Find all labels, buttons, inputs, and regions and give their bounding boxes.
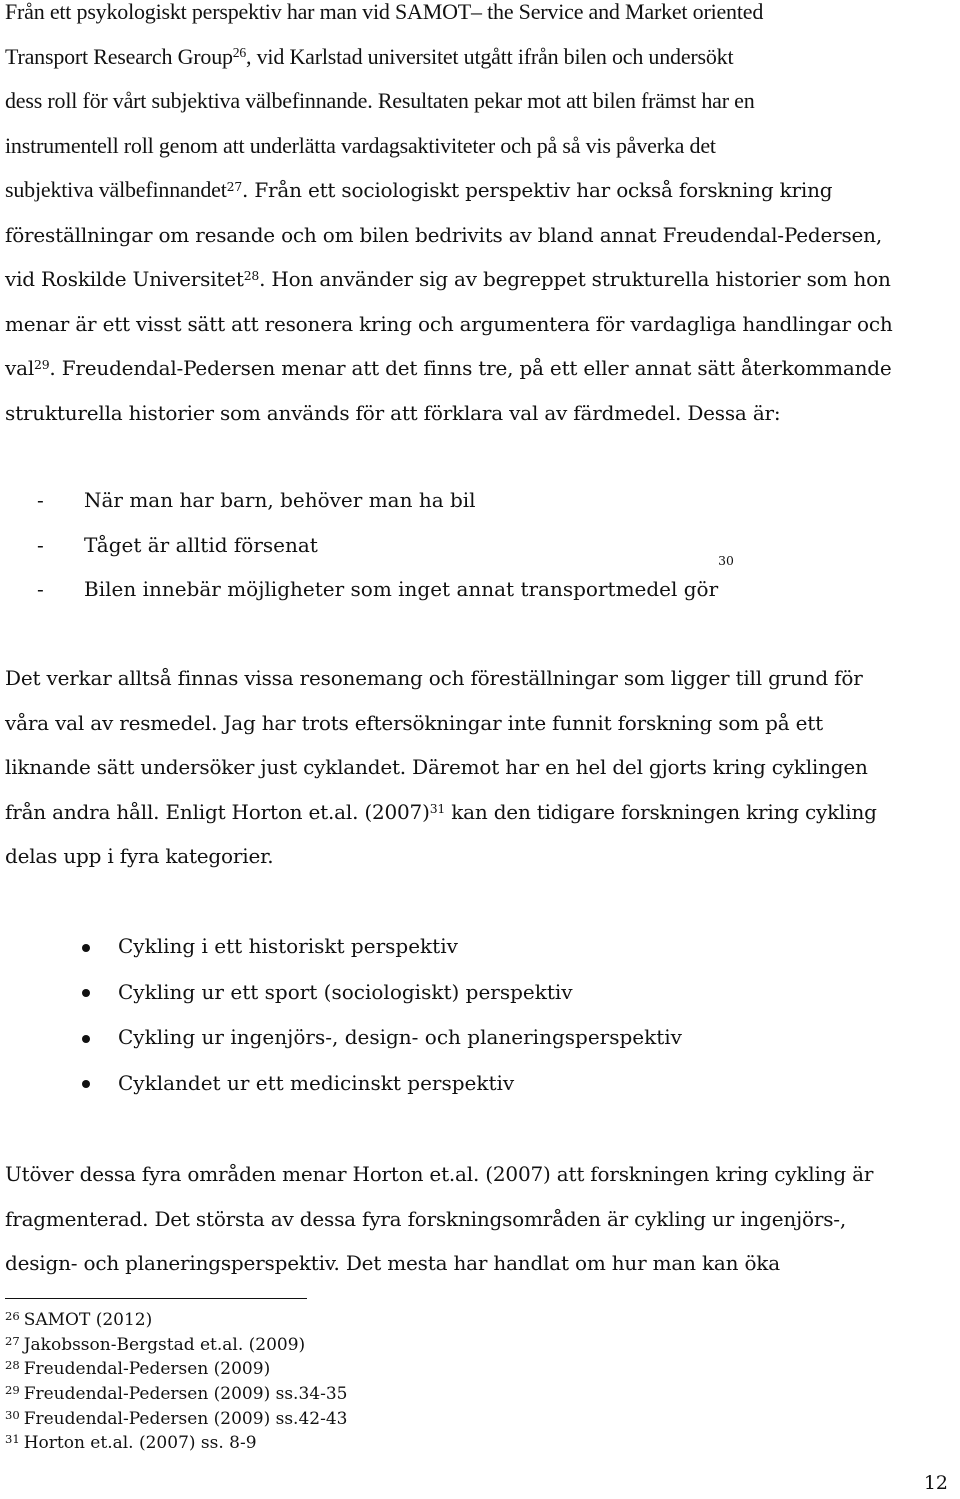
footnote: $^{27}$ Jakobsson-Bergstad et.al. (2009) [5, 1333, 306, 1355]
paragraph-cycling-research [5, 656, 877, 879]
text-line: Från ett psykologiskt perspektiv har man vid SAMOT– the Service and Market oriented [5, 0, 764, 24]
list-item: - Tåget är alltid försenat [5, 523, 734, 568]
text-line: Utöver dessa fyra områden menar Horton et.al. (2007) att forskningen kring cykling är [5, 1162, 874, 1186]
text-line: liknande sätt undersöker just cyklandet. Däremot har en hel del gjorts kring cyklingen [5, 755, 868, 779]
footnote-divider [5, 1298, 307, 1299]
footnote: $^{26}$ SAMOT (2012) [5, 1308, 153, 1330]
footnote-ref[interactable]: 31 [429, 800, 446, 816]
text-line: Det verkar alltså finnas vissa resonemang och föreställningar som ligger till grund för [5, 666, 863, 690]
list-item: - När man har barn, behöver man ha bil [5, 478, 734, 523]
list-item: Cyklandet ur ett medicinskt perspektiv [5, 1061, 682, 1107]
list-item: - Bilen innebär möjligheter som inget annat transportmedel gör $^{30}$ [5, 567, 734, 612]
text-line: dess roll för vårt subjektiva välbefinnande. Resultaten pekar mot att bilen främst har en [5, 88, 755, 113]
text-line: instrumentell roll genom att underlätta vardagsaktiviteter och på så vis påverka det [5, 132, 716, 158]
text-line: våra val av resmedel. Jag har trots eftersökningar inte funnit forskning som på ett [5, 710, 823, 735]
footnotes [5, 1308, 347, 1456]
footnote: $^{29}$ Freudendal-Pedersen (2009) ss.34-35 [5, 1382, 348, 1405]
bullet-icon [5, 1015, 118, 1061]
dash-marker: - [37, 532, 44, 557]
text-line: från andra håll. Enligt Horton et.al. $(2007)^{31}$ kan den tidigare forskningen kring cykling [5, 799, 877, 824]
footnote: $^{30}$ Freudendal-Pedersen (2009) ss.42-43 [5, 1407, 348, 1429]
footnote-ref[interactable]: 27 [226, 179, 243, 195]
dash-marker: - [37, 577, 44, 601]
text-line: Transport Research Group$^{26}$, vid Karlstad universitet utgått ifrån bilen och undersökt [5, 43, 734, 69]
bullet-icon [5, 924, 118, 970]
list-item: Cykling i ett historiskt perspektiv [5, 924, 682, 970]
footnote-ref[interactable]: 26 [232, 45, 247, 61]
dash-marker: - [37, 488, 44, 512]
text-line: design- och planeringsperspektiv. Det mesta har handlat om hur man kan öka [5, 1251, 780, 1275]
footnote-ref[interactable]: 28 [243, 268, 260, 284]
text-line: subjektiva välbefinnandet$^{27}$. Från ett sociologiskt perspektiv har också forskning kring [5, 177, 833, 202]
bullet-icon [5, 970, 118, 1016]
bullet-icon [5, 1061, 118, 1107]
text-line: val$^{29}$. Freudendal-Pedersen menar att det finns tre, på ett eller annat sätt återkommande [5, 356, 892, 380]
footnote-ref[interactable]: 30 [718, 553, 734, 569]
cycling-categories-list [5, 924, 682, 1106]
paragraph-psychological-sociological [5, 0, 893, 435]
footnote: $^{28}$ Freudendal-Pedersen (2009) [5, 1358, 271, 1380]
text-line: delas upp i fyra kategorier. [5, 844, 274, 868]
text-line: fragmenterad. Det största av dessa fyra forskningsområden är cykling ur ingenjörs-, [5, 1206, 847, 1231]
text-line: föreställningar om resande och om bilen bedrivits av bland annat Freudendal-Pedersen, [5, 222, 882, 247]
paragraph-fragmented-research [5, 1152, 873, 1286]
text-line: vid Roskilde Universitet$^{28}$. Hon använder sig av begreppet strukturella historier som hon [5, 267, 891, 291]
text-line: strukturella historier som används för att förklara val av färdmedel. Dessa är: [5, 400, 781, 425]
footnote: $^{31}$ Horton et.al. (2007) ss. 8-9 [5, 1432, 257, 1454]
text-line: menar är ett visst sätt att resonera kring och argumentera för vardagliga handlingar och [5, 311, 893, 336]
structural-stories-list [5, 478, 734, 612]
footnote-ref[interactable]: 29 [34, 357, 50, 373]
list-item: Cykling ur ett sport (sociologiskt) perspektiv [5, 970, 682, 1016]
list-item: Cykling ur ingenjörs-, design- och planeringsperspektiv [5, 1015, 682, 1061]
page-number: 12 [923, 1472, 948, 1494]
